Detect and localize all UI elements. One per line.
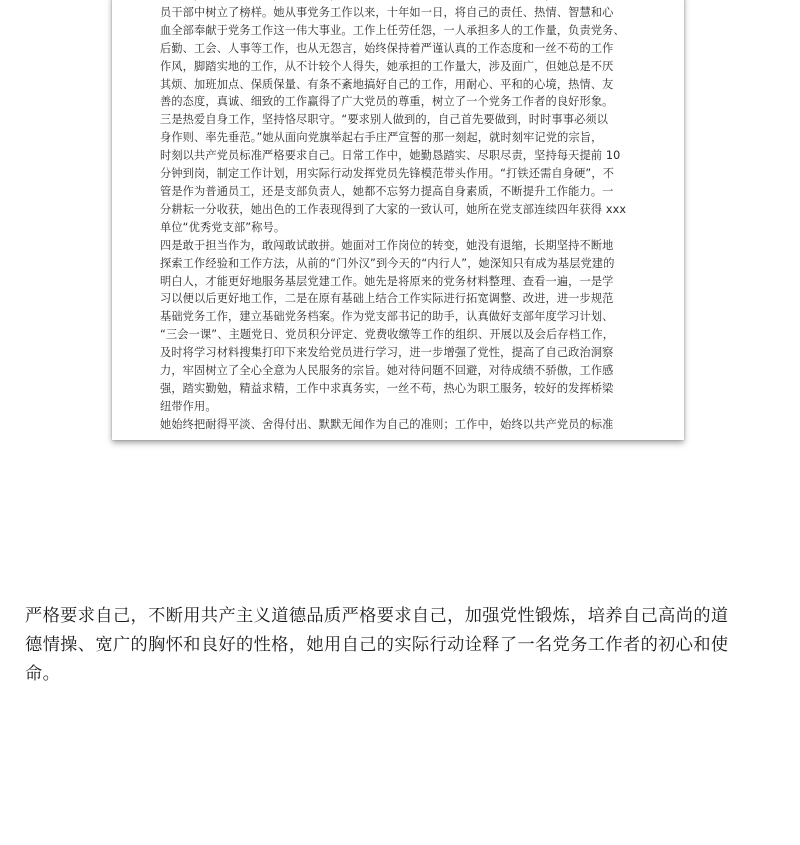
- document-page-preview: [112, 0, 684, 440]
- page-line: 三是热爱自身工作，坚持恪尽职守。“要求别人做到的，自己首先要做到，时时事事必须以: [160, 113, 609, 127]
- page-line: 时刻以共产党员标准严格要求自己。日常工作中，她勤恳踏实、尽职尽责，坚持每天提前 10: [160, 149, 621, 163]
- page-line: 四是敢于担当作为，敢闯敢试敢拼。她面对工作岗位的转变，她没有退缩，长期坚持不断地: [160, 238, 614, 252]
- page-line: 血全部奉献于党务工作这一伟大事业。工作上任劳任怨，一人承担多人的工作量，负责党务、: [160, 23, 625, 37]
- page-line: 分耕耘一分收获，她出色的工作表现得到了大家的一致认可，她所在党支部连续四年获得 xxx: [160, 202, 627, 216]
- page-line: 身作则、率先垂范。”她从面向党旗举起右手庄严宣誓的那一刻起，就时刻牢记党的宗旨，: [160, 131, 603, 145]
- page-line: 及时将学习材料搜集打印下来发给党员进行学习，进一步增强了党性，提高了自己政治洞察: [160, 346, 614, 360]
- page-line: 探索工作经验和工作方法，从前的“门外汉”到今天的“内行人”，她深知只有成为基层党建的: [160, 256, 615, 270]
- page-line: 她始终把耐得平淡、舍得付出、默默无闻作为自己的准则；工作中，始终以共产党员的标准: [160, 417, 614, 431]
- page-line: 明白人，才能更好地服务基层党建工作。她先是将原来的党务材料整理、查看一遍，一是学: [160, 274, 614, 288]
- page-line: 员干部中树立了榜样。她从事党务工作以来，十年如一日，将自己的责任、热情、智慧和心: [160, 5, 614, 19]
- page-line: 作风，脚踏实地的工作，从不计较个人得失，她承担的工作量大，涉及面广，但她总是不厌: [160, 59, 614, 73]
- page-line: 善的态度，真诚、细致的工作赢得了广大党员的尊重，树立了一个党务工作者的良好形象。: [160, 95, 614, 109]
- page-line: 单位“优秀党支部”称号。: [160, 220, 286, 234]
- continuation-line: 德情操、宽广的胸怀和良好的性格，她用自己的实际行动诠释了一名党务工作者的初心和使: [25, 635, 729, 655]
- page-line: “三会一课”、主题党日、党员积分评定、党费收缴等工作的组织、开展以及会后存档工作，: [160, 328, 615, 342]
- page-line: 力，牢固树立了全心全意为人民服务的宗旨。她对待问题不回避，对待成绩不骄傲，工作感: [160, 364, 614, 378]
- page-line: 管是作为普通员工，还是支部负责人，她都不忘努力提高自身素质，不断提升工作能力。一: [160, 184, 614, 198]
- continuation-line: 严格要求自己，不断用共产主义道德品质严格要求自己，加强党性锻炼，培养自己高尚的道: [25, 606, 729, 626]
- continuation-text: [25, 602, 777, 689]
- page-line: 后勤、工会、人事等工作，也从无怨言，始终保持着严谨认真的工作态度和一丝不苟的工作: [160, 41, 614, 55]
- page-line: 习以便以后更好地工作，二是在原有基础上结合工作实际进行拓宽调整、改进，进一步规范: [160, 292, 614, 306]
- continuation-line: 命。: [25, 664, 61, 684]
- page-line: 其烦、加班加点、保质保量、有条不紊地搞好自己的工作，用耐心、平和的心境，热情、友: [160, 77, 614, 91]
- page-line: 强，踏实勤勉，精益求精，工作中求真务实，一丝不苟，热心为职工服务，较好的发挥桥梁: [160, 381, 614, 395]
- page-body-text: [160, 0, 656, 434]
- page-line: 基础党务工作，建立基础党务档案。作为党支部书记的助手，认真做好支部年度学习计划、: [160, 310, 614, 324]
- page-line: 分钟到岗，制定工作计划，用实际行动发挥党员先锋模范带头作用。“打铁还需自身硬”，不: [160, 167, 615, 181]
- page-line: 纽带作用。: [160, 399, 217, 413]
